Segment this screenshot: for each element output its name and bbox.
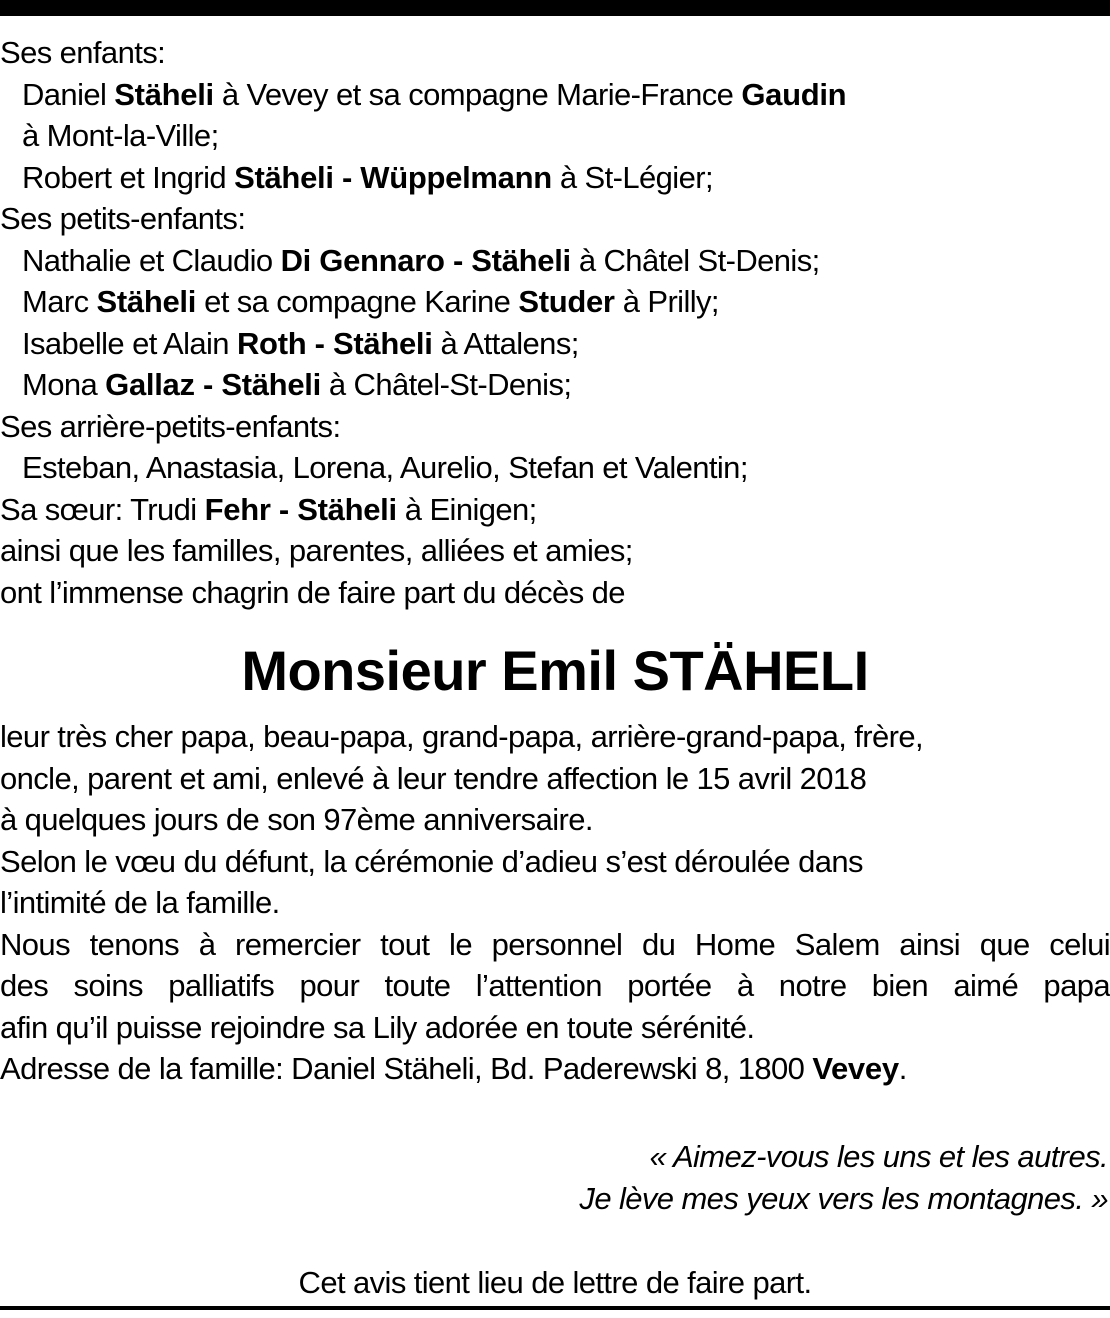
grandchild-line-nathalie <box>0 240 1110 282</box>
text-segment: Robert et Ingrid <box>22 159 235 195</box>
text-segment: à Vevey et sa compagne Marie-France <box>213 76 742 112</box>
body-line: à quelques jours de son 97ème anniversaire. <box>0 802 593 837</box>
text-segment: à Einigen; <box>396 491 537 527</box>
text-segment: Daniel <box>22 76 115 112</box>
thanks-line: des soins palliatifs pour toute l’attention portée à notre bien aimé papa <box>0 968 1110 1003</box>
surname: Fehr - Stäheli <box>204 491 397 527</box>
children-heading: Ses enfants: <box>0 35 166 70</box>
child-line-robert <box>0 157 1110 199</box>
body-line: Selon le vœu du défunt, la cérémonie d’adieu s’est déroulée dans <box>0 843 863 879</box>
surname: Di Gennaro - Stäheli <box>280 242 571 278</box>
surname: Stäheli <box>114 76 214 112</box>
surname: Stäheli - Wüppelmann <box>234 159 552 195</box>
text-segment: Marc <box>22 284 97 319</box>
surname: Gaudin <box>741 76 847 112</box>
text-segment: Sa sœur: Trudi <box>0 491 205 527</box>
child-line-daniel <box>0 74 1110 116</box>
text-segment: Adresse de la famille: Daniel Stäheli, Bd. Paderewski 8, 1800 <box>0 1051 813 1086</box>
surname: Roth - Stäheli <box>236 325 433 361</box>
epitaph-quote <box>579 1136 1108 1219</box>
text-segment: à Châtel-St-Denis; <box>320 367 572 402</box>
relatives-line: ainsi que les familles, parentes, alliées et amies; <box>0 533 633 568</box>
surname: Stäheli <box>96 284 197 319</box>
text-segment: . <box>898 1051 907 1086</box>
grandchild-line-isabelle <box>0 323 1110 365</box>
grandchild-line-marc <box>0 281 1110 323</box>
grandchildren-heading: Ses petits-enfants: <box>0 201 246 236</box>
family-address <box>0 1048 1110 1090</box>
text-segment: à Châtel St-Denis; <box>570 242 820 278</box>
notice-footer: Cet avis tient lieu de lettre de faire part. <box>298 1265 812 1300</box>
bottom-border-rule <box>0 1306 1110 1310</box>
obituary-notice <box>0 32 1110 1090</box>
surname: Gallaz - Stäheli <box>105 367 321 402</box>
quote-line: « Aimez-vous les uns et les autres. <box>649 1139 1108 1174</box>
thanks-line-last: afin qu’il puisse rejoindre sa Lily adorée en toute sérénité. <box>0 1009 755 1045</box>
text-segment: à St-Légier; <box>551 159 713 195</box>
text-segment: à Prilly; <box>614 284 719 319</box>
text-segment: Isabelle et Alain <box>22 325 237 361</box>
deceased-name: Monsieur Emil STÄHELI <box>241 639 869 702</box>
city: Vevey <box>812 1051 899 1086</box>
great-grandchildren-names: Esteban, Anastasia, Lorena, Aurelio, Stefan et Valentin; <box>22 450 748 485</box>
text-segment: Nathalie et Claudio <box>22 242 281 278</box>
thanks-line: Nous tenons à remercier tout le personnel du Home Salem ainsi que celui <box>0 926 1110 962</box>
body-line: oncle, parent et ami, enlevé à leur tendre affection le 15 avril 2018 <box>0 760 867 796</box>
text-segment: et sa compagne Karine <box>196 284 519 319</box>
sister-line <box>0 489 1110 531</box>
quote-line: Je lève mes yeux vers les montagnes. » <box>579 1180 1108 1216</box>
surname: Studer <box>518 284 615 319</box>
body-line: l’intimité de la famille. <box>0 885 280 920</box>
top-border-rule <box>0 0 1110 16</box>
text-segment: à Attalens; <box>432 325 579 361</box>
grandchild-line-mona <box>0 364 1110 406</box>
body-line: leur très cher papa, beau-papa, grand-papa, arrière-grand-papa, frère, <box>0 719 924 754</box>
child-line-daniel-location: à Mont-la-Ville; <box>22 118 219 153</box>
text-segment: Mona <box>22 367 106 402</box>
announcement-line: ont l’immense chagrin de faire part du décès de <box>0 574 625 610</box>
great-grandchildren-heading: Ses arrière-petits-enfants: <box>0 408 341 444</box>
